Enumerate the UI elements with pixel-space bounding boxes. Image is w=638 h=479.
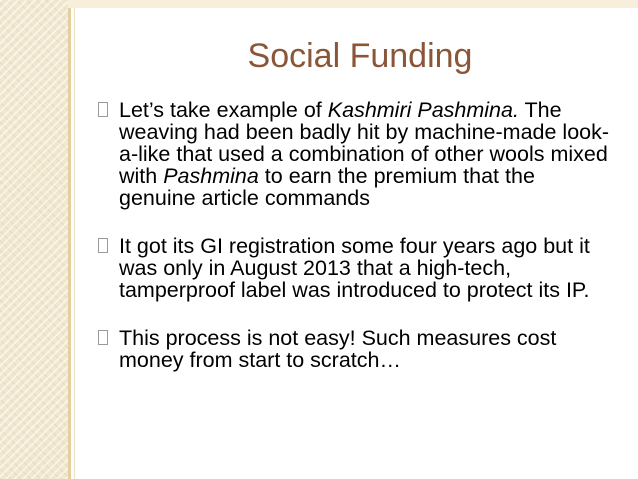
bullet-text-run: The weaving had been badly hit by machine-made look-a-like that used a combination of other wools mixed with	[119, 98, 610, 188]
side-band-edge	[68, 0, 71, 479]
decorative-side-band	[0, 0, 68, 479]
bullet-item	[90, 99, 610, 209]
bullet-item	[90, 235, 610, 301]
bullet-text-run: This process is not easy! Such measures cost money from start to scratch…	[119, 326, 557, 372]
empty-box-bullet-icon	[98, 330, 108, 345]
slide-title: Social Funding	[247, 37, 473, 75]
bullet-text	[119, 235, 610, 301]
bullet-text-italic-run: Kashmiri Pashmina.	[327, 98, 519, 122]
empty-box-bullet-icon	[98, 238, 108, 253]
bullet-text-italic-run: Pashmina	[163, 164, 259, 188]
bullet-text	[119, 99, 610, 209]
bullet-item	[90, 327, 610, 371]
decorative-top-band	[68, 0, 638, 8]
bullet-text-run: to earn the premium that the genuine article commands	[119, 164, 535, 210]
bullet-text	[119, 327, 610, 371]
empty-box-bullet-icon	[98, 102, 108, 117]
bullet-text-run: Let’s take example of	[119, 98, 328, 122]
bullet-text-run: It got its GI registration some four years ago but it was only in August 2013 that a high-tech, tamperproof label was introduced to protect its IP.	[119, 234, 590, 302]
side-band-line	[74, 0, 75, 479]
bullet-list	[90, 99, 610, 371]
